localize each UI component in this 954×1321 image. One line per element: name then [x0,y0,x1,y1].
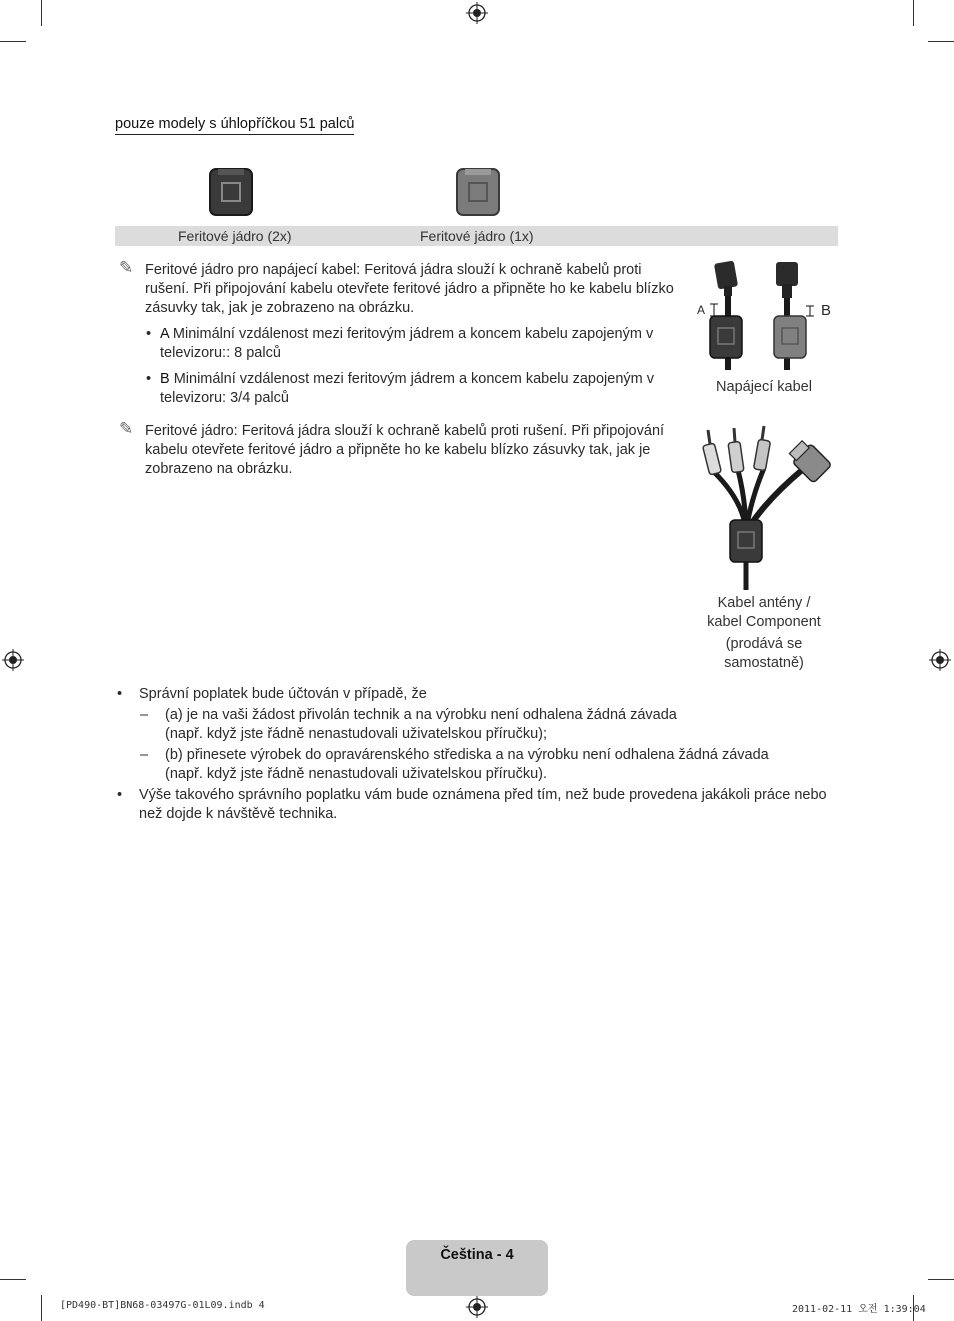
dash-marker: – [140,747,149,763]
page-number: Čeština - 4 [440,1247,514,1263]
note-pencil-icon: ✎ [119,419,134,438]
bullet-a: A Minimální vzdálenost mezi feritovým jádrem a koncem kabelu zapojeným v televizoru:: 8 palců [160,326,654,361]
crop-mark [913,0,914,26]
registration-mark-icon [2,649,24,671]
print-timestamp: 2011-02-11 오전 1:39:04 [792,1304,926,1315]
fee-case-b: (b) přinesete výrobek do opravárenského střediska a na výrobku není odhalena žádná závada (např. když jste řádně nenastudovali uživatelskou příručku). [165,747,769,782]
fee-intro: Správní poplatek bude účtován v případě, že [139,686,427,702]
note-ferrite-core: Feritové jádro: Feritová jádra slouží k ochraně kabelů proti rušení. Při připojování kabelu otevřete feritové jádro a připněte ho ke kabelu blízko zásuvky tak, jak je zobrazeno na obrázku. [145,423,665,477]
crop-mark [0,41,26,42]
ferrite-core-dark-icon [208,167,254,217]
bullet-dot: • [117,686,123,702]
crop-mark [928,1279,954,1280]
fee-notice: Výše takového správního poplatku vám bude oznámena před tím, než bude provedena jakákoli práce nebo než dojde k návštěvě technika. [139,787,827,822]
power-cable-illustration [694,258,840,370]
registration-mark-icon [466,2,488,24]
ferrite-core-grey-icon [455,167,501,217]
fee-case-a: (a) je na vaši žádost přivolán technik a na výrobku není odhalena žádná závada (např. když jste řádně nenastudovali uživatelskou příručku); [165,707,677,742]
page-number-tab [406,1240,548,1296]
ferrite-core-1x-label: Feritové jádro (1x) [420,228,534,244]
note-power-cable: Feritové jádro pro napájecí kabel: Feritová jádra slouží k ochraně kabelů proti rušení. Při připojování kabelu otevřete feritové jádro a připněte ho ke kabelu blízko zásuvky tak, jak je zobrazeno na obrázku. [145,262,674,316]
bullet-b: B Minimální vzdálenost mezi feritovým jádrem a koncem kabelu zapojeným v televizoru: 3/4 palců [160,371,655,406]
registration-mark-icon [466,1296,488,1318]
crop-mark [928,41,954,42]
bullet-dot: • [146,326,152,342]
power-cable-caption: Napájecí kabel [716,379,812,395]
dash-marker: – [140,707,149,723]
bullet-dot: • [146,371,152,387]
antenna-component-cable-illustration [694,422,840,594]
note-pencil-icon: ✎ [119,258,134,277]
dimension-label-b: B [821,302,832,319]
crop-mark [41,0,42,26]
ferrite-core-2x-label: Feritové jádro (2x) [178,228,292,244]
dimension-label-a: A [697,303,706,317]
parts-label-bar [115,226,838,246]
page-title: pouze modely s úhlopříčkou 51 palců [115,116,354,135]
file-info: [PD490-BT]BN68-03497G-01L09.indb 4 [60,1300,265,1311]
bullet-dot: • [117,787,123,803]
crop-mark [41,1295,42,1321]
antenna-cable-caption: Kabel antény / kabel Component (prodává se samostatně) [707,595,821,671]
registration-mark-icon [929,649,951,671]
crop-mark [0,1279,26,1280]
